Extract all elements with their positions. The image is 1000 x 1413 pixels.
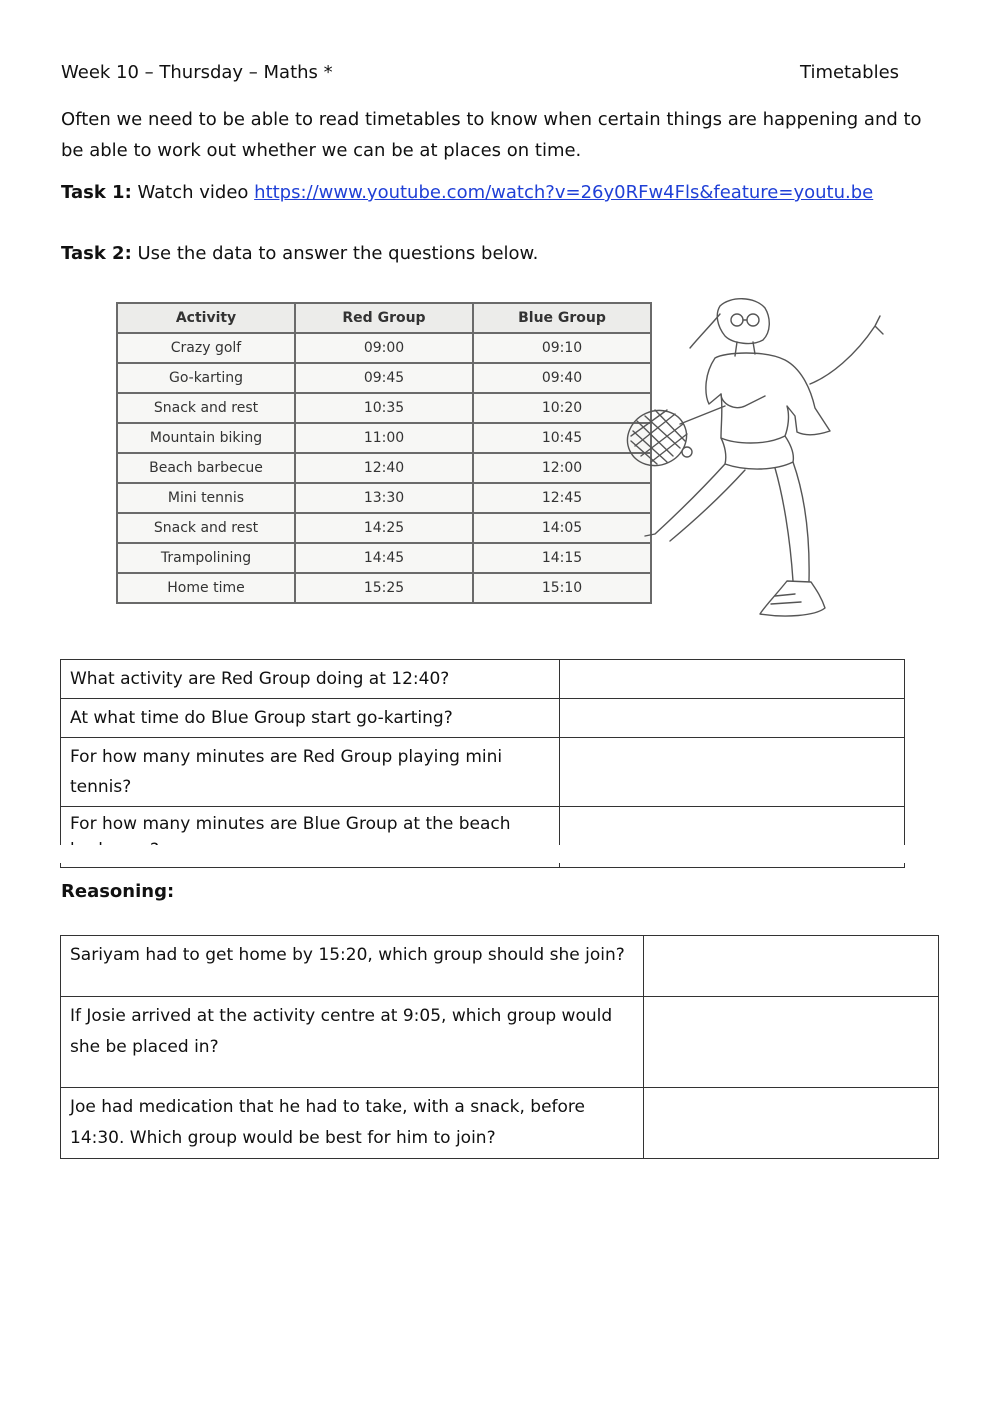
timetable xyxy=(116,302,652,604)
blue-time-cell: 14:15 xyxy=(473,543,651,573)
activity-cell: Go-karting xyxy=(117,363,295,393)
question-text: For how many minutes are Red Group playing mini tennis? xyxy=(61,738,560,807)
answer-cell[interactable] xyxy=(560,660,905,699)
question-row xyxy=(61,660,905,699)
timetable-row xyxy=(117,573,651,603)
red-time-cell: 10:35 xyxy=(295,393,473,423)
red-time-cell: 09:00 xyxy=(295,333,473,363)
timetable-row xyxy=(117,393,651,423)
blue-time-cell: 15:10 xyxy=(473,573,651,603)
timetable-row xyxy=(117,333,651,363)
timetable-row xyxy=(117,543,651,573)
answer-cell[interactable] xyxy=(560,699,905,738)
red-time-cell: 14:25 xyxy=(295,513,473,543)
reasoning-row xyxy=(61,1088,939,1159)
question-row xyxy=(61,738,905,807)
question-text: For how many minutes are Blue Group at the beach xyxy=(61,807,560,868)
reasoning-row xyxy=(61,936,939,997)
question-row xyxy=(61,699,905,738)
activity-cell: Beach barbecue xyxy=(117,453,295,483)
timetable-row xyxy=(117,363,651,393)
answer-cell[interactable] xyxy=(644,936,939,997)
blue-time-cell: 09:10 xyxy=(473,333,651,363)
tennis-player-illustration xyxy=(625,296,895,626)
task-2 xyxy=(61,243,538,264)
task-1-label: Task 1: xyxy=(61,182,132,203)
red-time-cell: 14:45 xyxy=(295,543,473,573)
answer-cell[interactable] xyxy=(644,997,939,1088)
task-2-text: Use the data to answer the questions below. xyxy=(131,243,539,264)
activity-cell: Mountain biking xyxy=(117,423,295,453)
activity-cell: Trampolining xyxy=(117,543,295,573)
header-topic: Timetables xyxy=(800,62,900,83)
answer-cell[interactable] xyxy=(644,1088,939,1159)
timetable-header: Blue Group xyxy=(473,303,651,333)
activity-cell: Snack and rest xyxy=(117,513,295,543)
timetable-row xyxy=(117,483,651,513)
timetable-row xyxy=(117,453,651,483)
task-1-text: Watch video xyxy=(131,182,255,203)
red-time-cell: 13:30 xyxy=(295,483,473,513)
activity-cell: Crazy golf xyxy=(117,333,295,363)
header-title: Week 10 – Thursday – Maths * xyxy=(61,62,333,83)
video-link[interactable]: https://www.youtube.com/watch?v=26y0RFw4Fls&feature=youtu.be xyxy=(254,182,874,203)
answer-cell[interactable] xyxy=(560,738,905,807)
reasoning-title: Reasoning: xyxy=(61,881,175,902)
timetable-row xyxy=(117,513,651,543)
timetable-header: Activity xyxy=(117,303,295,333)
reasoning-row xyxy=(61,997,939,1088)
red-time-cell: 11:00 xyxy=(295,423,473,453)
reasoning-question: Sariyam had to get home by 15:20, which group should she join? xyxy=(61,936,644,997)
blue-time-cell: 12:00 xyxy=(473,453,651,483)
blue-time-cell: 14:05 xyxy=(473,513,651,543)
page-break-mask xyxy=(58,845,908,863)
task-2-label: Task 2: xyxy=(61,243,132,264)
question-text: At what time do Blue Group start go-karting? xyxy=(61,699,560,738)
question-text: What activity are Red Group doing at 12:40? xyxy=(61,660,560,699)
timetable-header-row xyxy=(117,303,651,333)
intro-paragraph: Often we need to be able to read timetables to know when certain things are happening and to be able to work out whether we can be at places on time. xyxy=(61,109,922,161)
blue-time-cell: 09:40 xyxy=(473,363,651,393)
red-time-cell: 09:45 xyxy=(295,363,473,393)
reasoning-question: If Josie arrived at the activity centre at 9:05, which group would she be placed in? xyxy=(61,997,644,1088)
red-time-cell: 15:25 xyxy=(295,573,473,603)
blue-time-cell: 10:20 xyxy=(473,393,651,423)
red-time-cell: 12:40 xyxy=(295,453,473,483)
blue-time-cell: 10:45 xyxy=(473,423,651,453)
timetable-header: Red Group xyxy=(295,303,473,333)
blue-time-cell: 12:45 xyxy=(473,483,651,513)
questions-table xyxy=(60,659,905,868)
activity-cell: Home time xyxy=(117,573,295,603)
reasoning-table xyxy=(60,935,939,1159)
reasoning-question: Joe had medication that he had to take, with a snack, before 14:30. Which group would be best for him to join? xyxy=(61,1088,644,1159)
activity-cell: Mini tennis xyxy=(117,483,295,513)
task-1 xyxy=(61,182,873,203)
activity-cell: Snack and rest xyxy=(117,393,295,423)
timetable-row xyxy=(117,423,651,453)
